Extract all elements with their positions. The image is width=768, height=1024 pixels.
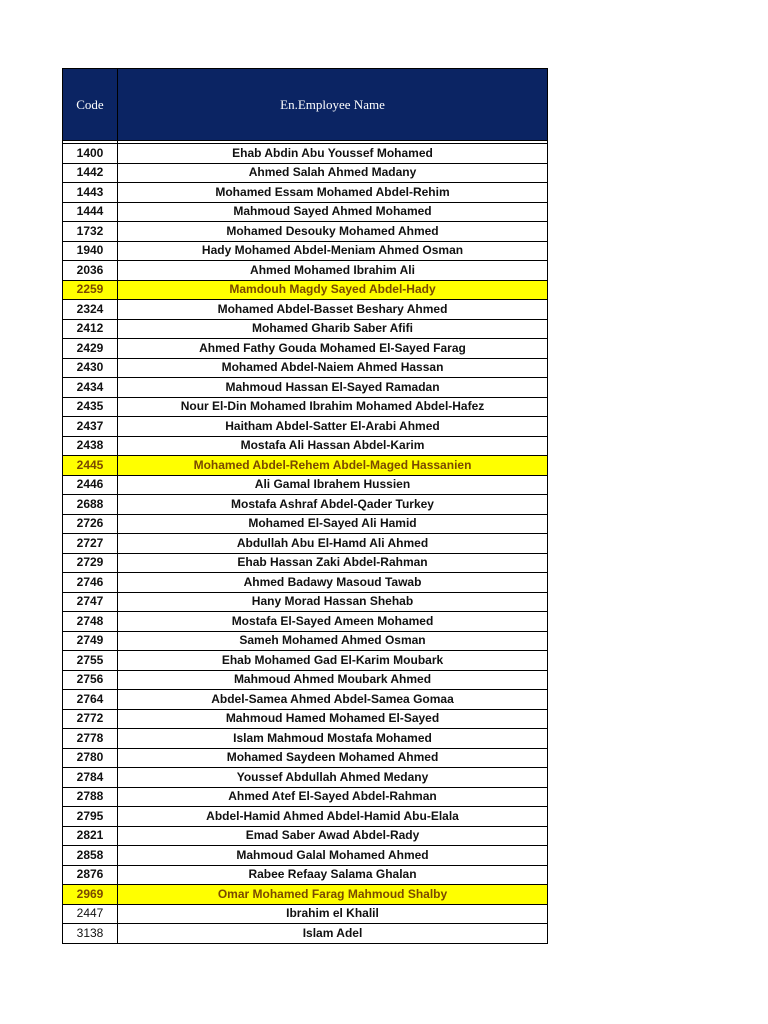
employee-name-cell: Ehab Abdin Abu Youssef Mohamed xyxy=(118,144,548,164)
table-body xyxy=(63,141,548,944)
employee-code-cell: 2748 xyxy=(63,612,118,632)
table-row xyxy=(63,417,548,437)
employee-code-cell: 2784 xyxy=(63,768,118,788)
code-column-header: Code xyxy=(63,69,118,141)
employee-code-cell: 2438 xyxy=(63,436,118,456)
table-row xyxy=(63,222,548,242)
table-row xyxy=(63,241,548,261)
employee-code-cell: 2446 xyxy=(63,475,118,495)
table-row xyxy=(63,280,548,300)
employee-name-cell: Ehab Hassan Zaki Abdel-Rahman xyxy=(118,553,548,573)
employee-name-cell: Omar Mohamed Farag Mahmoud Shalby xyxy=(118,885,548,905)
employee-code-cell: 1443 xyxy=(63,183,118,203)
table-row xyxy=(63,534,548,554)
employee-code-cell: 2259 xyxy=(63,280,118,300)
table-row xyxy=(63,670,548,690)
employee-name-cell: Islam Mahmoud Mostafa Mohamed xyxy=(118,729,548,749)
table-row xyxy=(63,826,548,846)
employee-code-cell: 2429 xyxy=(63,339,118,359)
table-row xyxy=(63,202,548,222)
employee-name-cell: Mahmoud Galal Mohamed Ahmed xyxy=(118,846,548,866)
employee-code-cell: 2727 xyxy=(63,534,118,554)
employee-code-cell: 2435 xyxy=(63,397,118,417)
table-row xyxy=(63,397,548,417)
table-row xyxy=(63,495,548,515)
employee-code-cell: 2788 xyxy=(63,787,118,807)
employee-code-cell: 2764 xyxy=(63,690,118,710)
employee-name-cell: Ahmed Mohamed Ibrahim Ali xyxy=(118,261,548,281)
employee-code-cell: 2447 xyxy=(63,904,118,924)
employee-name-cell: Ahmed Badawy Masoud Tawab xyxy=(118,573,548,593)
table-row xyxy=(63,924,548,944)
header-row xyxy=(63,69,548,141)
table-row xyxy=(63,865,548,885)
employee-name-cell: Mamdouh Magdy Sayed Abdel-Hady xyxy=(118,280,548,300)
employee-code-cell: 2795 xyxy=(63,807,118,827)
employee-name-cell: Mohamed Gharib Saber Afifi xyxy=(118,319,548,339)
employee-code-cell: 2437 xyxy=(63,417,118,437)
employee-code-cell: 2324 xyxy=(63,300,118,320)
table-row xyxy=(63,768,548,788)
employee-name-cell: Youssef Abdullah Ahmed Medany xyxy=(118,768,548,788)
employee-name-cell: Ali Gamal Ibrahem Hussien xyxy=(118,475,548,495)
table-row xyxy=(63,163,548,183)
table-row xyxy=(63,592,548,612)
employee-name-cell: Mohamed Essam Mohamed Abdel-Rehim xyxy=(118,183,548,203)
employee-name-cell: Mostafa Ashraf Abdel-Qader Turkey xyxy=(118,495,548,515)
employee-name-cell: Abdel-Hamid Ahmed Abdel-Hamid Abu-Elala xyxy=(118,807,548,827)
table-row xyxy=(63,378,548,398)
employee-name-cell: Mohamed Abdel-Basset Beshary Ahmed xyxy=(118,300,548,320)
employee-name-cell: Hady Mohamed Abdel-Meniam Ahmed Osman xyxy=(118,241,548,261)
table-row xyxy=(63,436,548,456)
table-row xyxy=(63,709,548,729)
employee-code-cell: 2747 xyxy=(63,592,118,612)
employee-name-cell: Emad Saber Awad Abdel-Rady xyxy=(118,826,548,846)
employee-code-cell: 2858 xyxy=(63,846,118,866)
employee-code-cell: 2412 xyxy=(63,319,118,339)
employee-code-cell: 2755 xyxy=(63,651,118,671)
table-row xyxy=(63,514,548,534)
employee-name-cell: Ahmed Salah Ahmed Madany xyxy=(118,163,548,183)
employee-name-cell: Mostafa Ali Hassan Abdel-Karim xyxy=(118,436,548,456)
employee-code-cell: 2434 xyxy=(63,378,118,398)
employee-name-cell: Abdullah Abu El-Hamd Ali Ahmed xyxy=(118,534,548,554)
table-row xyxy=(63,904,548,924)
table-row xyxy=(63,729,548,749)
employee-name-cell: Mohamed Desouky Mohamed Ahmed xyxy=(118,222,548,242)
employee-name-cell: Mahmoud Sayed Ahmed Mohamed xyxy=(118,202,548,222)
table-row xyxy=(63,807,548,827)
employee-code-cell: 1444 xyxy=(63,202,118,222)
employee-code-cell: 2036 xyxy=(63,261,118,281)
table-row xyxy=(63,553,548,573)
employee-name-cell: Mahmoud Hamed Mohamed El-Sayed xyxy=(118,709,548,729)
employee-name-cell: Sameh Mohamed Ahmed Osman xyxy=(118,631,548,651)
employee-code-cell: 3138 xyxy=(63,924,118,944)
employee-code-cell: 2445 xyxy=(63,456,118,476)
table-row xyxy=(63,144,548,164)
employee-code-cell: 2746 xyxy=(63,573,118,593)
table-row xyxy=(63,183,548,203)
employee-name-cell: Ahmed Atef El-Sayed Abdel-Rahman xyxy=(118,787,548,807)
employee-name-cell: Mostafa El-Sayed Ameen Mohamed xyxy=(118,612,548,632)
employee-name-cell: Ahmed Fathy Gouda Mohamed El-Sayed Farag xyxy=(118,339,548,359)
employee-name-cell: Abdel-Samea Ahmed Abdel-Samea Gomaa xyxy=(118,690,548,710)
employee-code-cell: 2772 xyxy=(63,709,118,729)
employee-code-cell: 1940 xyxy=(63,241,118,261)
table-row xyxy=(63,651,548,671)
employee-code-cell: 1442 xyxy=(63,163,118,183)
employee-code-cell: 2726 xyxy=(63,514,118,534)
employee-name-cell: Mahmoud Ahmed Moubark Ahmed xyxy=(118,670,548,690)
employee-name-cell: Haitham Abdel-Satter El-Arabi Ahmed xyxy=(118,417,548,437)
table-row xyxy=(63,690,548,710)
name-column-header: En.Employee Name xyxy=(118,69,548,141)
employee-code-cell: 2756 xyxy=(63,670,118,690)
employee-name-cell: Rabee Refaay Salama Ghalan xyxy=(118,865,548,885)
employee-code-cell: 2729 xyxy=(63,553,118,573)
employee-code-cell: 2780 xyxy=(63,748,118,768)
employee-name-cell: Islam Adel xyxy=(118,924,548,944)
table-row xyxy=(63,748,548,768)
employee-name-cell: Mohamed El-Sayed Ali Hamid xyxy=(118,514,548,534)
employee-code-cell: 1400 xyxy=(63,144,118,164)
table-row xyxy=(63,631,548,651)
employee-code-cell: 2876 xyxy=(63,865,118,885)
table-row xyxy=(63,573,548,593)
table-row xyxy=(63,885,548,905)
employee-code-cell: 2688 xyxy=(63,495,118,515)
employee-code-cell: 2821 xyxy=(63,826,118,846)
employee-code-cell: 2969 xyxy=(63,885,118,905)
employee-name-cell: Mohamed Saydeen Mohamed Ahmed xyxy=(118,748,548,768)
employee-code-cell: 2778 xyxy=(63,729,118,749)
employee-code-cell: 2749 xyxy=(63,631,118,651)
table-row xyxy=(63,300,548,320)
employee-name-cell: Ibrahim el Khalil xyxy=(118,904,548,924)
employee-name-cell: Ehab Mohamed Gad El-Karim Moubark xyxy=(118,651,548,671)
table-row xyxy=(63,612,548,632)
table-row xyxy=(63,787,548,807)
employee-table xyxy=(62,68,548,944)
table-row xyxy=(63,261,548,281)
employee-code-cell: 2430 xyxy=(63,358,118,378)
employee-name-cell: Hany Morad Hassan Shehab xyxy=(118,592,548,612)
table-row xyxy=(63,846,548,866)
table-row xyxy=(63,339,548,359)
employee-name-cell: Mohamed Abdel-Naiem Ahmed Hassan xyxy=(118,358,548,378)
table-row xyxy=(63,456,548,476)
employee-name-cell: Mohamed Abdel-Rehem Abdel-Maged Hassanien xyxy=(118,456,548,476)
table-row xyxy=(63,358,548,378)
employee-name-cell: Mahmoud Hassan El-Sayed Ramadan xyxy=(118,378,548,398)
table-row xyxy=(63,319,548,339)
employee-name-cell: Nour El-Din Mohamed Ibrahim Mohamed Abdel-Hafez xyxy=(118,397,548,417)
employee-code-cell: 1732 xyxy=(63,222,118,242)
table-row xyxy=(63,475,548,495)
employee-sheet xyxy=(62,68,547,944)
